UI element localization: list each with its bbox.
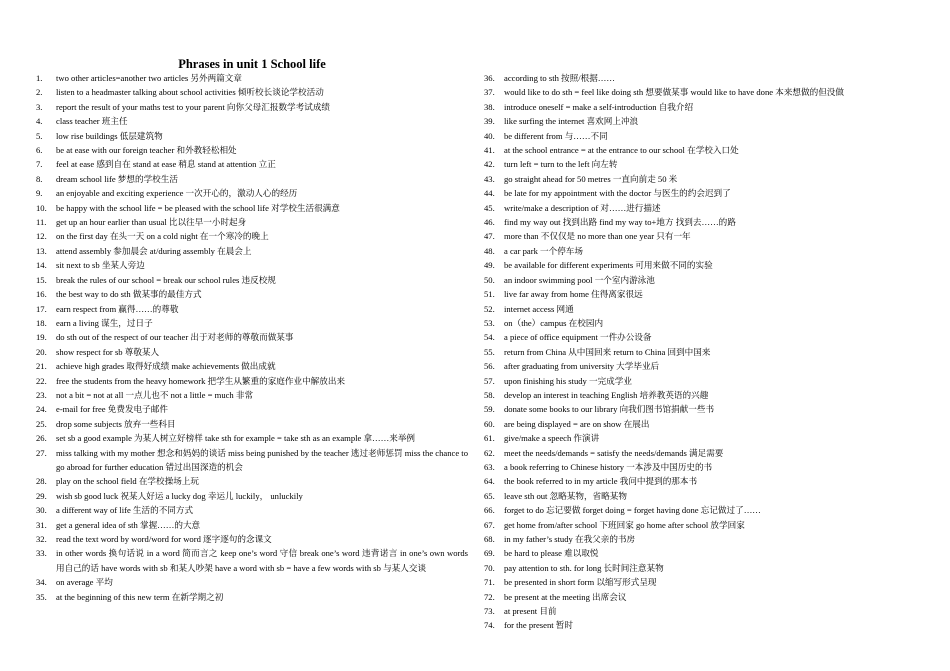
item-text: miss talking with my mother 想念和妈妈的谈话 miss being punished by the teacher 逃过老师惩罚 miss the chance to go abroad for further education 错过出国深造的机会: [56, 447, 468, 472]
item-text: report the result of your maths test to your parent 向你父母汇报数学考试成绩: [56, 101, 331, 112]
list-item: [484, 575, 904, 589]
item-text: e-mail for free 免费发电子邮件: [56, 404, 168, 415]
item-number: 24.: [36, 404, 47, 415]
list-item: [36, 518, 468, 532]
item-text: play on the school field 在学校操场上玩: [56, 476, 199, 487]
item-text: donate some books to our library 向我们图书馆捐献一些书: [504, 404, 715, 415]
list-item: [36, 186, 468, 200]
item-text: at present 目前: [504, 606, 557, 617]
item-number: 13.: [36, 245, 47, 256]
item-number: 12.: [36, 231, 47, 242]
item-text: feel at ease 感到自在 stand at ease 稍息 stand at attention 立正: [56, 159, 276, 170]
list-item: [484, 129, 904, 143]
item-number: 20.: [36, 346, 47, 357]
item-number: 57.: [484, 375, 495, 386]
item-number: 37.: [484, 87, 495, 98]
item-text: an indoor swimming pool 一个室内游泳池: [504, 274, 655, 285]
item-text: at the beginning of this new term 在新学期之初: [56, 591, 224, 602]
list-item: [484, 590, 904, 604]
list-item: [36, 143, 468, 157]
item-text: develop an interest in teaching English 培养教英语的兴趣: [504, 389, 709, 400]
list-item: [484, 417, 904, 431]
item-text: sit next to sb 坐某人旁边: [56, 260, 145, 271]
item-number: 11.: [36, 217, 47, 228]
item-text: upon finishing his study 一完成学业: [504, 375, 632, 386]
list-item: [484, 100, 904, 114]
item-number: 62.: [484, 447, 495, 458]
item-number: 22.: [36, 375, 47, 386]
item-text: according to sth 按照/根据……: [504, 73, 615, 83]
list-item: [36, 330, 468, 344]
left-column: [36, 71, 468, 604]
item-number: 73.: [484, 606, 495, 617]
list-item: [484, 302, 904, 316]
list-item: [484, 229, 904, 243]
item-number: 63.: [484, 461, 495, 472]
list-item: [484, 186, 904, 200]
list-item: [484, 258, 904, 272]
list-item: [484, 374, 904, 388]
item-number: 72.: [484, 591, 495, 602]
item-text: pay attention to sth. for long 长时间注意某物: [504, 562, 664, 573]
item-text: be hard to please 难以取悦: [504, 548, 599, 559]
list-item: [36, 489, 468, 503]
item-text: give/make a speech 作演讲: [504, 433, 600, 444]
item-number: 68.: [484, 534, 495, 544]
item-text: get a general idea of sth 掌握……的大意: [56, 519, 201, 530]
item-number: 53.: [484, 317, 495, 328]
item-number: 17.: [36, 303, 47, 314]
list-item: [484, 157, 904, 171]
list-item: [36, 575, 468, 589]
list-item: [484, 172, 904, 186]
list-item: [484, 546, 904, 560]
item-number: 5.: [36, 130, 43, 141]
item-number: 40.: [484, 130, 495, 141]
item-text: the best way to do sth 做某事的最佳方式: [56, 289, 202, 300]
list-item: [484, 474, 904, 488]
item-number: 34.: [36, 577, 47, 588]
item-number: 3.: [36, 101, 43, 112]
list-item: [484, 446, 904, 460]
list-item: [36, 157, 468, 171]
item-text: more than 不仅仅是 no more than one year 只有一年: [504, 231, 691, 242]
item-text: in other words 换句话说 in a word 简而言之 keep one’s word 守信 break one’s word 违背诺言 in one’s own words 用自己的话 have words with sb 和某人吵架 have a word with sb = have a few words with sb 与某人交谈: [56, 548, 468, 573]
item-text: not a bit = not at all 一点儿也不 not a little = much 非常: [56, 389, 254, 400]
item-number: 32.: [36, 534, 47, 544]
item-text: a piece of office equipment 一件办公设备: [504, 332, 652, 343]
item-text: free the students from the heavy homework 把学生从繁重的家庭作业中解放出来: [56, 375, 346, 386]
item-text: be at ease with our foreign teacher 和外教轻松相处: [56, 145, 237, 156]
list-item: [484, 244, 904, 258]
list-item: [36, 546, 468, 575]
list-item: [36, 431, 468, 445]
item-number: 25.: [36, 418, 47, 429]
list-item: [36, 114, 468, 128]
list-item: [484, 460, 904, 474]
item-number: 55.: [484, 346, 495, 357]
list-item: [484, 201, 904, 215]
list-item: [484, 431, 904, 445]
item-number: 7.: [36, 159, 43, 170]
item-number: 38.: [484, 101, 495, 112]
item-number: 8.: [36, 173, 43, 184]
item-number: 65.: [484, 490, 495, 501]
list-item: [36, 374, 468, 388]
item-number: 9.: [36, 188, 43, 199]
item-text: a different way of life 生活的不同方式: [56, 505, 194, 516]
item-text: attend assembly 参加晨会 at/during assembly 在晨会上: [56, 245, 252, 256]
list-item: [484, 503, 904, 517]
list-item: [36, 71, 468, 85]
item-text: after graduating from university 大学毕业后: [504, 361, 660, 372]
list-item: [484, 402, 904, 416]
item-text: be available for different experiments 可用来做不同的实验: [504, 260, 713, 271]
item-text: on（the）campus 在校园内: [504, 317, 604, 328]
list-item: [484, 518, 904, 532]
item-number: 60.: [484, 418, 495, 429]
item-text: like surfing the internet 喜欢网上冲浪: [504, 116, 639, 127]
item-number: 18.: [36, 317, 47, 328]
item-number: 26.: [36, 433, 47, 444]
item-text: listen to a headmaster talking about school activities 倾听校长谈论学校活动: [56, 87, 324, 98]
item-number: 27.: [36, 447, 47, 458]
item-number: 2.: [36, 87, 43, 98]
item-text: return from China 从中国回来 return to China 回到中国来: [504, 346, 711, 357]
item-number: 33.: [36, 548, 47, 559]
item-text: be late for my appointment with the doctor 与医生的约会迟到了: [504, 188, 731, 199]
list-item: [484, 618, 904, 632]
list-item: [484, 330, 904, 344]
list-item: [484, 114, 904, 128]
list-item: [36, 503, 468, 517]
item-number: 58.: [484, 389, 495, 400]
list-item: [36, 215, 468, 229]
list-item: [36, 302, 468, 316]
list-item: [36, 100, 468, 114]
item-text: write/make a description of 对……进行描述: [504, 202, 661, 213]
list-item: [484, 388, 904, 402]
item-number: 41.: [484, 145, 495, 156]
item-number: 44.: [484, 188, 495, 199]
item-text: achieve high grades 取得好成绩 make achievements 做出成就: [56, 361, 276, 372]
list-item: [36, 402, 468, 416]
item-number: 48.: [484, 245, 495, 256]
list-item: [484, 359, 904, 373]
item-text: earn a living 谋生，过日子: [56, 317, 153, 328]
item-number: 47.: [484, 231, 495, 242]
item-text: earn respect from 赢得……的尊敬: [56, 303, 179, 314]
list-item: [36, 446, 468, 475]
item-number: 15.: [36, 274, 47, 285]
item-number: 54.: [484, 332, 495, 343]
list-item: [36, 532, 468, 546]
item-number: 23.: [36, 389, 47, 400]
item-number: 29.: [36, 490, 47, 501]
item-number: 6.: [36, 145, 43, 156]
item-text: low rise buildings 低层建筑物: [56, 130, 163, 141]
right-column: [484, 71, 904, 633]
item-number: 46.: [484, 217, 495, 228]
list-item: [484, 71, 904, 85]
list-item: [36, 201, 468, 215]
phrase-list-left: [36, 71, 468, 604]
item-number: 19.: [36, 332, 47, 343]
item-text: be presented in short form 以缩写形式呈现: [504, 577, 657, 588]
item-text: read the text word by word/word for word 逐字逐句的念课文: [56, 534, 272, 544]
item-number: 10.: [36, 202, 47, 213]
item-number: 52.: [484, 303, 495, 314]
item-number: 31.: [36, 519, 47, 530]
item-number: 50.: [484, 274, 495, 285]
item-number: 69.: [484, 548, 495, 559]
item-text: be different from 与……不同: [504, 130, 608, 141]
item-number: 21.: [36, 361, 47, 372]
list-item: [484, 85, 904, 99]
item-text: turn left = turn to the left 向左转: [504, 159, 618, 170]
list-item: [36, 590, 468, 604]
list-item: [484, 604, 904, 618]
item-number: 42.: [484, 159, 495, 170]
item-number: 61.: [484, 433, 495, 444]
item-number: 39.: [484, 116, 495, 127]
item-text: drop some subjects 放弃一些科目: [56, 418, 176, 429]
list-item: [36, 172, 468, 186]
item-number: 36.: [484, 73, 495, 83]
list-item: [484, 287, 904, 301]
item-number: 74.: [484, 620, 495, 631]
list-item: [36, 345, 468, 359]
item-text: wish sb good luck 祝某人好运 a lucky dog 幸运儿 luckily， unluckily: [56, 490, 303, 501]
item-text: class teacher 班主任: [56, 116, 128, 127]
item-number: 66.: [484, 505, 495, 516]
item-text: dream school life 梦想的学校生活: [56, 173, 178, 184]
list-item: [484, 316, 904, 330]
item-text: forget to do 忘记要做 forget doing = forget having done 忘记做过了……: [504, 505, 761, 516]
item-text: a book referring to Chinese history 一本涉及中国历史的书: [504, 461, 713, 472]
list-item: [36, 417, 468, 431]
list-item: [484, 561, 904, 575]
item-number: 67.: [484, 519, 495, 530]
item-text: at the school entrance = at the entrance to our school 在学校入口处: [504, 145, 739, 156]
list-item: [484, 273, 904, 287]
item-number: 30.: [36, 505, 47, 516]
item-text: do sth out of the respect of our teacher 出于对老师的尊敬而做某事: [56, 332, 294, 343]
item-text: get home from/after school 下班回家 go home after school 放学回家: [504, 519, 745, 530]
item-text: on the first day 在头一天 on a cold night 在一个寒冷的晚上: [56, 231, 269, 242]
phrase-list-right: [484, 71, 904, 633]
list-item: [36, 273, 468, 287]
list-item: [484, 345, 904, 359]
list-item: [484, 143, 904, 157]
item-number: 51.: [484, 289, 495, 300]
item-text: in my father’s study 在我父亲的书房: [504, 534, 636, 544]
item-number: 70.: [484, 562, 495, 573]
item-number: 71.: [484, 577, 495, 588]
item-text: set sb a good example 为某人树立好榜样 take sth for example = take sth as an example 拿……来举例: [56, 433, 416, 444]
list-item: [36, 129, 468, 143]
item-text: be present at the meeting 出席会议: [504, 591, 627, 602]
item-number: 49.: [484, 260, 495, 271]
item-text: introduce oneself = make a self-introduction 自我介绍: [504, 101, 694, 112]
item-text: find my way out 找到出路 find my way to+地方 找到去……的路: [504, 217, 736, 228]
item-number: 4.: [36, 116, 43, 127]
item-text: be happy with the school life = be pleased with the school life 对学校生活很满意: [56, 202, 340, 213]
item-number: 43.: [484, 173, 495, 184]
list-item: [484, 215, 904, 229]
list-item: [36, 474, 468, 488]
item-text: internet access 网通: [504, 303, 574, 314]
list-item: [36, 287, 468, 301]
item-text: leave sth out 忽略某物，省略某物: [504, 490, 627, 501]
list-item: [484, 532, 904, 546]
item-number: 1.: [36, 73, 43, 83]
item-number: 35.: [36, 591, 47, 602]
list-item: [36, 316, 468, 330]
item-text: an enjoyable and exciting experience 一次开心的，激动人心的经历: [56, 188, 298, 199]
item-text: meet the needs/demands = satisfy the needs/demands 满足需要: [504, 447, 724, 458]
item-number: 45.: [484, 202, 495, 213]
list-item: [36, 359, 468, 373]
list-item: [484, 489, 904, 503]
page-title: Phrases in unit 1 School life: [178, 57, 326, 71]
item-text: the book referred to in my article 我问中提到的那本书: [504, 476, 698, 487]
item-number: 14.: [36, 260, 47, 271]
list-item: [36, 244, 468, 258]
list-item: [36, 85, 468, 99]
item-text: live far away from home 住得离家很远: [504, 289, 643, 300]
item-text: would like to do sth = feel like doing sth 想要做某事 would like to have done 本来想做的但没做: [504, 87, 844, 98]
item-text: two other articles=another two articles 另外两篇文章: [56, 73, 242, 83]
item-text: go straight ahead for 50 metres 一直向前走 50 米: [504, 173, 678, 184]
item-number: 28.: [36, 476, 47, 487]
list-item: [36, 229, 468, 243]
list-item: [36, 388, 468, 402]
item-number: 16.: [36, 289, 47, 300]
item-number: 59.: [484, 404, 495, 415]
item-text: on average 平均: [56, 577, 113, 588]
item-text: break the rules of our school = break our school rules 违反校规: [56, 274, 276, 285]
item-number: 64.: [484, 476, 495, 487]
item-number: 56.: [484, 361, 495, 372]
item-text: for the present 暂时: [504, 620, 573, 631]
list-item: [36, 258, 468, 272]
item-text: a car park 一个停车场: [504, 245, 583, 256]
item-text: are being displayed = are on show 在展出: [504, 418, 650, 429]
item-text: get up an hour earlier than usual 比以往早一小时起身: [56, 217, 247, 228]
item-text: show respect for sb 尊敬某人: [56, 346, 160, 357]
